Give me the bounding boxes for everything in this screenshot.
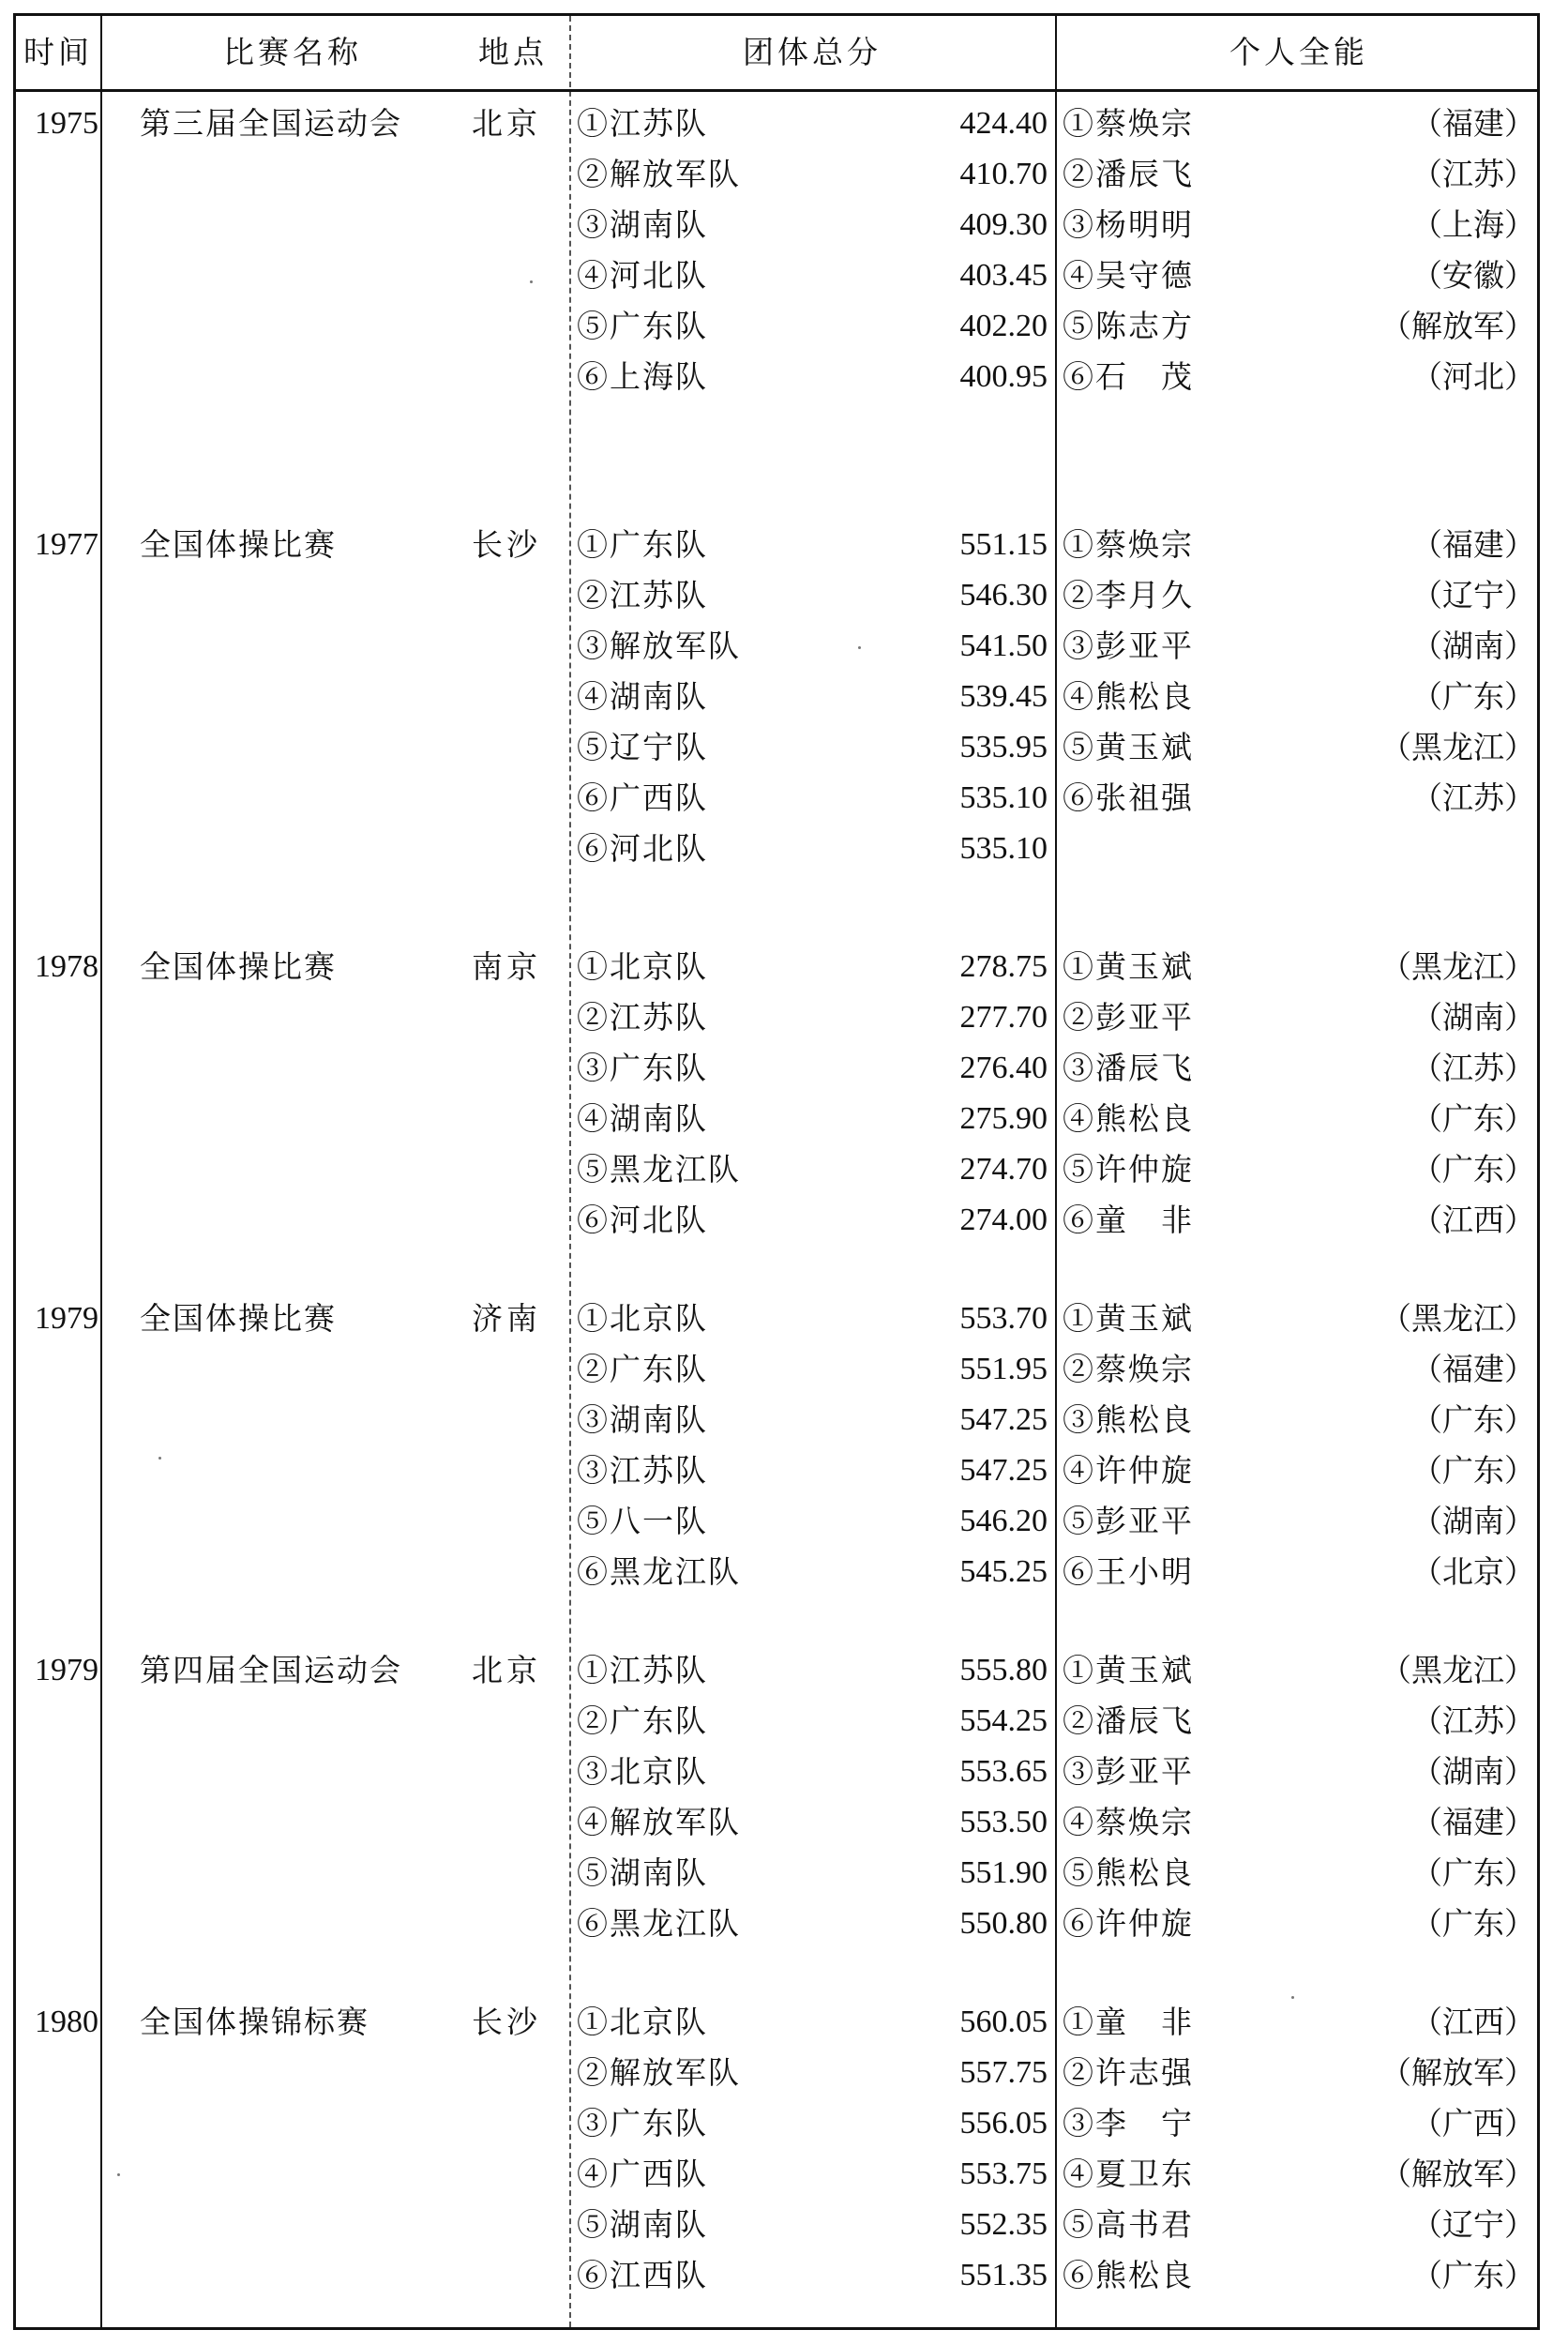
athlete-province: （黑龙江）: [1380, 948, 1535, 985]
team-name: ②解放军队: [577, 156, 741, 192]
athlete-province: （湖南）: [1411, 1503, 1535, 1539]
year-cell: 1979: [35, 1301, 98, 1336]
event-name-cell: 全国体操比赛: [140, 526, 337, 563]
team-name: ④湖南队: [577, 678, 708, 715]
athlete-name: ⑤熊松良: [1063, 1854, 1194, 1891]
team-score: 535.95: [959, 730, 1048, 764]
athlete-province: （湖南）: [1411, 1753, 1535, 1790]
team-name: ①江苏队: [577, 105, 708, 142]
team-score: 409.30: [959, 207, 1048, 242]
athlete-name: ④熊松良: [1063, 678, 1194, 715]
athlete-name: ②彭亚平: [1063, 999, 1194, 1036]
team-score: 545.25: [959, 1554, 1048, 1589]
team-name: ③湖南队: [577, 1401, 708, 1438]
team-name: ④广西队: [577, 2156, 708, 2192]
athlete-province: （广东）: [1411, 1854, 1535, 1891]
team-name: ⑥黑龙江队: [577, 1905, 741, 1942]
team-score: 410.70: [959, 157, 1048, 191]
athlete-name: ③潘辰飞: [1063, 1050, 1194, 1086]
athlete-name: ④蔡焕宗: [1063, 1804, 1194, 1840]
team-name: ⑥江西队: [577, 2257, 708, 2293]
athlete-name: ⑥许仲旋: [1063, 1905, 1194, 1942]
event-name-cell: 全国体操锦标赛: [140, 2004, 369, 2040]
event-name-cell: 第三届全国运动会: [140, 105, 402, 142]
athlete-name: ⑤高书君: [1063, 2206, 1194, 2243]
year-cell: 1975: [35, 106, 98, 141]
athlete-province: （江苏）: [1411, 156, 1535, 192]
athlete-province: （广东）: [1411, 1452, 1535, 1489]
team-name: ⑥上海队: [577, 358, 708, 395]
team-score: 535.10: [959, 831, 1048, 866]
athlete-name: ⑥石 茂: [1063, 358, 1194, 395]
athlete-province: （解放军）: [1380, 308, 1535, 344]
team-score: 553.70: [959, 1301, 1048, 1336]
team-score: 402.20: [959, 309, 1048, 343]
athlete-province: （黑龙江）: [1380, 729, 1535, 765]
year-cell: 1980: [35, 2005, 98, 2039]
team-score: 550.80: [959, 1906, 1048, 1941]
athlete-name: ②蔡焕宗: [1063, 1351, 1194, 1387]
team-score: 547.25: [959, 1453, 1048, 1488]
athlete-province: （广东）: [1411, 1100, 1535, 1137]
team-name: ④湖南队: [577, 1100, 708, 1137]
athlete-name: ④吴守德: [1063, 257, 1194, 294]
team-score: 551.95: [959, 1352, 1048, 1386]
team-score: 403.45: [959, 258, 1048, 293]
athlete-name: ⑥张祖强: [1063, 779, 1194, 816]
team-name: ②广东队: [577, 1351, 708, 1387]
athlete-province: （广东）: [1411, 2257, 1535, 2293]
athlete-province: （江苏）: [1411, 779, 1535, 816]
team-name: ②江苏队: [577, 577, 708, 613]
team-score: 551.90: [959, 1855, 1048, 1890]
team-score: 557.75: [959, 2055, 1048, 2090]
athlete-province: （福建）: [1411, 1804, 1535, 1840]
place-cell: 南京: [472, 948, 541, 985]
athlete-name: ⑤许仲旋: [1063, 1151, 1194, 1188]
athlete-name: ③李 宁: [1063, 2105, 1194, 2141]
team-name: ③解放军队: [577, 628, 741, 664]
header-event: 比赛名称: [223, 34, 362, 70]
athlete-province: （广西）: [1411, 2105, 1535, 2141]
place-cell: 北京: [472, 105, 541, 142]
header-place: 地点: [478, 34, 548, 70]
team-score: 539.45: [959, 679, 1048, 714]
team-name: ③广东队: [577, 1050, 708, 1086]
team-name: ⑥河北队: [577, 1202, 708, 1238]
athlete-name: ①蔡焕宗: [1063, 105, 1194, 142]
athlete-name: ①黄玉斌: [1063, 1300, 1194, 1337]
athlete-name: ③彭亚平: [1063, 628, 1194, 664]
place-cell: 长沙: [472, 526, 541, 563]
athlete-province: （湖南）: [1411, 999, 1535, 1036]
athlete-province: （北京）: [1411, 1553, 1535, 1590]
team-name: ⑤八一队: [577, 1503, 708, 1539]
team-name: ⑥河北队: [577, 830, 708, 867]
column-divider: [1055, 16, 1057, 2327]
athlete-name: ①蔡焕宗: [1063, 526, 1194, 563]
team-score: 554.25: [959, 1703, 1048, 1738]
athlete-province: （江西）: [1411, 2004, 1535, 2040]
event-name-cell: 全国体操比赛: [140, 1300, 337, 1337]
team-score: 541.50: [959, 628, 1048, 663]
athlete-province: （福建）: [1411, 105, 1535, 142]
athlete-province: （江苏）: [1411, 1050, 1535, 1086]
athlete-province: （辽宁）: [1411, 577, 1535, 613]
team-score: 560.05: [959, 2005, 1048, 2039]
team-name: ⑥黑龙江队: [577, 1553, 741, 1590]
results-table: [13, 13, 1540, 2330]
athlete-name: ④熊松良: [1063, 1100, 1194, 1137]
athlete-name: ④许仲旋: [1063, 1452, 1194, 1489]
team-score: 275.90: [959, 1101, 1048, 1136]
team-score: 274.70: [959, 1152, 1048, 1187]
athlete-name: ⑤黄玉斌: [1063, 729, 1194, 765]
team-score: 400.95: [959, 359, 1048, 394]
team-score: 274.00: [959, 1203, 1048, 1237]
team-name: ⑤湖南队: [577, 1854, 708, 1891]
athlete-province: （福建）: [1411, 1351, 1535, 1387]
athlete-name: ②许志强: [1063, 2054, 1194, 2091]
place-cell: 北京: [472, 1652, 541, 1688]
athlete-name: ①黄玉斌: [1063, 1652, 1194, 1688]
team-name: ⑥广西队: [577, 779, 708, 816]
athlete-province: （黑龙江）: [1380, 1300, 1535, 1337]
team-score: 278.75: [959, 949, 1048, 984]
print-speck: [158, 1457, 161, 1460]
year-cell: 1979: [35, 1653, 98, 1687]
athlete-name: ③熊松良: [1063, 1401, 1194, 1438]
team-score: 535.10: [959, 780, 1048, 815]
team-name: ①江苏队: [577, 1652, 708, 1688]
team-name: ①北京队: [577, 948, 708, 985]
place-cell: 济南: [472, 1300, 541, 1337]
print-speck: [1291, 1996, 1294, 1999]
athlete-name: ③杨明明: [1063, 206, 1194, 243]
year-cell: 1977: [35, 527, 98, 562]
athlete-province: （广东）: [1411, 678, 1535, 715]
athlete-name: ④夏卫东: [1063, 2156, 1194, 2192]
athlete-name: ⑤陈志方: [1063, 308, 1194, 344]
athlete-province: （广东）: [1411, 1151, 1535, 1188]
athlete-province: （解放军）: [1380, 2156, 1535, 2192]
print-speck: [117, 2173, 120, 2176]
year-cell: 1978: [35, 949, 98, 984]
team-score: 551.15: [959, 527, 1048, 562]
team-score: 546.30: [959, 578, 1048, 613]
athlete-name: ⑥熊松良: [1063, 2257, 1194, 2293]
team-score: 551.35: [959, 2258, 1048, 2292]
team-score: 546.20: [959, 1504, 1048, 1538]
team-name: ①广东队: [577, 526, 708, 563]
team-score: 556.05: [959, 2106, 1048, 2141]
athlete-name: ①童 非: [1063, 2004, 1194, 2040]
event-name-cell: 第四届全国运动会: [140, 1652, 402, 1688]
header-time: 时间: [23, 34, 93, 70]
team-name: ②解放军队: [577, 2054, 741, 2091]
athlete-name: ⑤彭亚平: [1063, 1503, 1194, 1539]
athlete-province: （湖南）: [1411, 628, 1535, 664]
team-name: ①北京队: [577, 2004, 708, 2040]
team-name: ④河北队: [577, 257, 708, 294]
print-speck: [530, 280, 533, 283]
team-name: ③广东队: [577, 2105, 708, 2141]
team-name: ③湖南队: [577, 206, 708, 243]
athlete-name: ②潘辰飞: [1063, 1702, 1194, 1739]
athlete-province: （广东）: [1411, 1905, 1535, 1942]
team-name: ⑤广东队: [577, 308, 708, 344]
team-score: 553.65: [959, 1754, 1048, 1789]
team-score: 277.70: [959, 1000, 1048, 1035]
team-score: 424.40: [959, 106, 1048, 141]
athlete-province: （安徽）: [1411, 257, 1535, 294]
athlete-name: ②李月久: [1063, 577, 1194, 613]
team-score: 552.35: [959, 2207, 1048, 2242]
column-divider: [100, 16, 102, 2327]
team-name: ②广东队: [577, 1702, 708, 1739]
athlete-province: （广东）: [1411, 1401, 1535, 1438]
athlete-name: ⑥童 非: [1063, 1202, 1194, 1238]
team-name: ⑤辽宁队: [577, 729, 708, 765]
header-rule: [16, 89, 1537, 92]
athlete-name: ②潘辰飞: [1063, 156, 1194, 192]
event-name-cell: 全国体操比赛: [140, 948, 337, 985]
athlete-province: （江苏）: [1411, 1702, 1535, 1739]
column-divider: [569, 16, 571, 2327]
team-score: 547.25: [959, 1402, 1048, 1437]
athlete-province: （解放军）: [1380, 2054, 1535, 2091]
athlete-name: ⑥王小明: [1063, 1553, 1194, 1590]
header-team-score: 团体总分: [743, 34, 882, 70]
team-name: ⑤黑龙江队: [577, 1151, 741, 1188]
team-name: ②江苏队: [577, 999, 708, 1036]
team-score: 276.40: [959, 1051, 1048, 1085]
athlete-province: （辽宁）: [1411, 2206, 1535, 2243]
team-name: ⑤湖南队: [577, 2206, 708, 2243]
team-score: 553.50: [959, 1805, 1048, 1839]
place-cell: 长沙: [472, 2004, 541, 2040]
athlete-name: ③彭亚平: [1063, 1753, 1194, 1790]
print-speck: [858, 646, 861, 649]
team-name: ③北京队: [577, 1753, 708, 1790]
header-individual-all-around: 个人全能: [1229, 34, 1368, 70]
athlete-name: ①黄玉斌: [1063, 948, 1194, 985]
team-name: ①北京队: [577, 1300, 708, 1337]
team-name: ④解放军队: [577, 1804, 741, 1840]
athlete-province: （福建）: [1411, 526, 1535, 563]
team-score: 555.80: [959, 1653, 1048, 1687]
team-name: ③江苏队: [577, 1452, 708, 1489]
athlete-province: （黑龙江）: [1380, 1652, 1535, 1688]
athlete-province: （江西）: [1411, 1202, 1535, 1238]
athlete-province: （河北）: [1411, 358, 1535, 395]
athlete-province: （上海）: [1411, 206, 1535, 243]
team-score: 553.75: [959, 2156, 1048, 2191]
